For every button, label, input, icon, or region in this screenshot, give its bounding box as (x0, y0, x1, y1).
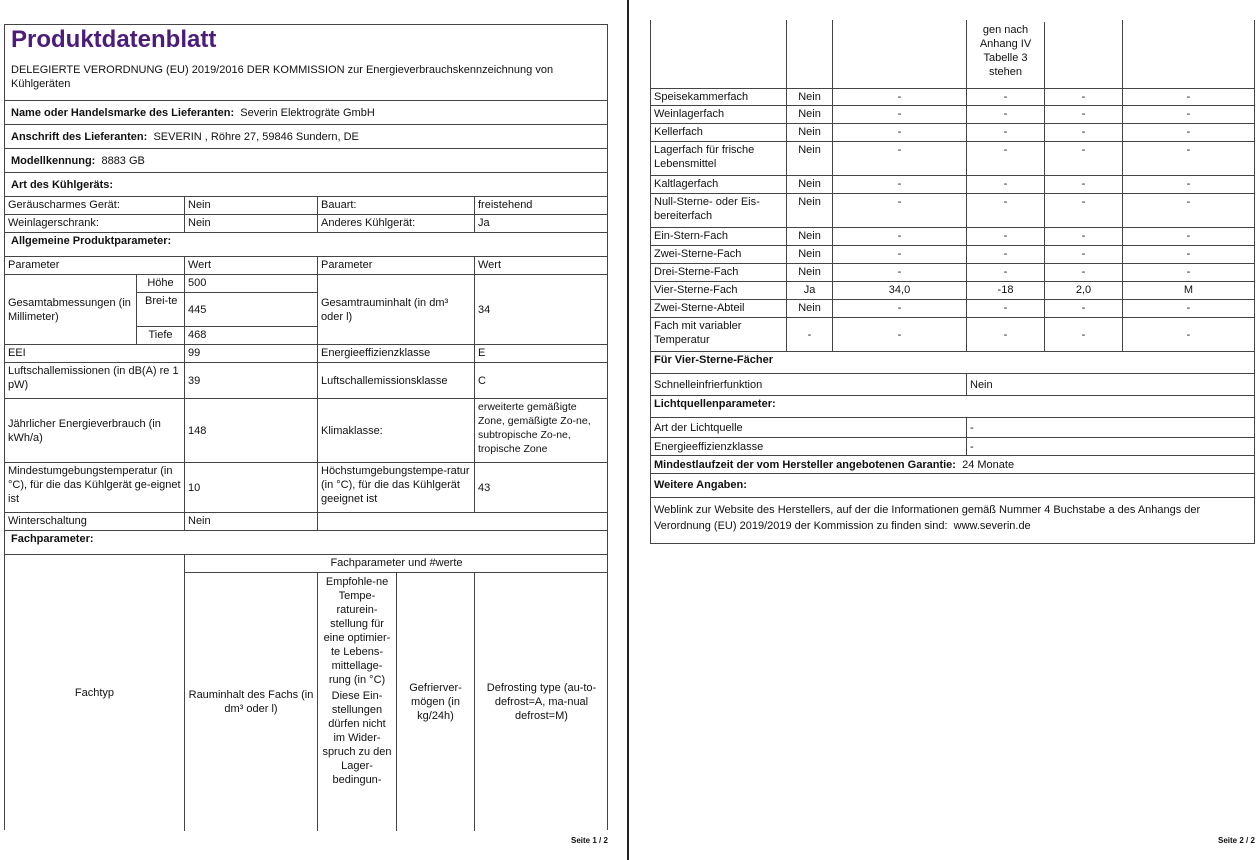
compartment-temp-cell: - (967, 88, 1045, 106)
design-label: Bauart: (318, 197, 475, 215)
continued-type-cell (651, 20, 787, 88)
compartment-freeze-cell: - (1045, 246, 1123, 264)
max-temp-label: Höchstumgebungstempe-ratur (in °C), für die das Kühlgerät geeignet ist (318, 463, 475, 513)
model-row (5, 149, 608, 173)
supplier-value: Severin Elektrogräte GmbH (240, 106, 375, 119)
weblink-text: Weblink zur Website des Herstellers, auf der die Informationen gemäß Nummer 4 Buchstabe a des Anhangs der Verordnung (EU) 2019/2019 der Kommission zu finden sind: (654, 504, 1201, 532)
noise-value: 39 (185, 363, 318, 399)
compartment-defrost-cell: - (1123, 318, 1254, 352)
compartment-volume-cell: - (833, 142, 967, 176)
further-heading: Weitere Angaben: (651, 474, 1254, 498)
noise-label: Luftschallemissionen (in dB(A) re 1 pW) (5, 363, 185, 399)
compartment-type-cell: Null-Sterne- oder Eis-bereiterfach (651, 194, 787, 228)
dimensions-label: Gesamtabmessungen (in Millimeter) (5, 275, 137, 345)
min-temp-label: Mindestumgebungstemperatur (in °C), für die das Kühlgerät ge-eignet ist (5, 463, 185, 513)
address-row (5, 125, 608, 149)
compartment-volume-cell: - (833, 264, 967, 282)
four-star-heading: Für Vier-Sterne-Fächer (651, 352, 1254, 374)
compartment-volume-cell: - (833, 106, 967, 124)
compartment-volume-cell: - (833, 318, 967, 352)
continued-freeze-cell (1045, 20, 1123, 88)
climate-value: erweiterte gemäßigte Zone, gemäßigte Zo-ne, subtropische Zo-ne, tropische Zone (475, 399, 608, 463)
address-label: Anschrift des Lieferanten: (11, 130, 148, 143)
value-header-2: Wert (475, 257, 608, 275)
compartment-type-cell: Kellerfach (651, 124, 787, 142)
compartment-temp-cell: - (967, 176, 1045, 194)
warranty-value: 24 Monate (962, 458, 1015, 471)
weblink-row (651, 498, 1254, 543)
compartment-defrost-cell: - (1123, 142, 1254, 176)
light-class-label: Energieeffizienzklasse (651, 438, 967, 456)
compartment-defrost-cell: - (1123, 176, 1254, 194)
volume-label: Gesamtrauminhalt (in dm³ oder l) (318, 275, 475, 345)
compartment-present-cell: Nein (787, 124, 833, 142)
compartment-type-cell: Vier-Sterne-Fach (651, 282, 787, 300)
compartment-defrost-cell: - (1123, 88, 1254, 106)
other-label: Anderes Kühlgerät: (318, 215, 475, 233)
compartment-present-cell: Ja (787, 282, 833, 300)
winter-empty-cell (318, 513, 608, 531)
compartment-type-cell: Fach mit variabler Temperatur (651, 318, 787, 352)
weblink-url[interactable]: www.severin.de (953, 520, 1031, 532)
compartment-defrost-cell: - (1123, 228, 1254, 246)
regulation-text: DELEGIERTE VERORDNUNG (EU) 2019/2016 DER KOMMISSION zur Energieverbrauchskennzeichnung von Kühlgeräten (5, 57, 608, 101)
compartment-temp-header-part2: Diese Ein-stellungen dürfen nicht im Wider-spruch zu den Lager-bedingun- (322, 690, 392, 786)
compartment-heading: Fachparameter: (5, 531, 608, 555)
light-class-value: - (967, 438, 1254, 456)
compartment-temp-cell: - (967, 228, 1045, 246)
compartment-freeze-cell: - (1045, 300, 1123, 318)
compartment-freeze-cell: - (1045, 124, 1123, 142)
compartment-temp-cell: - (967, 106, 1045, 124)
compartment-freeze-cell: - (1045, 88, 1123, 106)
model-label: Modellkennung: (11, 154, 96, 167)
eei-label: EEI (5, 345, 185, 363)
light-type-label: Art der Lichtquelle (651, 418, 967, 438)
compartment-type-header: Fachtyp (5, 555, 185, 831)
compartment-temp-header (318, 573, 397, 831)
supplier-row (5, 101, 608, 125)
address-value: SEVERIN , Röhre 27, 59846 Sundern, DE (153, 130, 359, 143)
compartment-freeze-cell: - (1045, 264, 1123, 282)
compartment-present-cell: Nein (787, 106, 833, 124)
compartment-volume-header: Rauminhalt des Fachs (in dm³ oder l) (185, 573, 318, 831)
compartment-type-cell: Weinlagerfach (651, 106, 787, 124)
compartment-present-cell: Nein (787, 176, 833, 194)
compartment-present-cell: Nein (787, 300, 833, 318)
compartment-type-cell: Drei-Sterne-Fach (651, 264, 787, 282)
general-heading: Allgemeine Produktparameter: (5, 233, 608, 257)
compartment-defrost-cell: - (1123, 300, 1254, 318)
noise-class-value: C (475, 363, 608, 399)
supplier-label: Name oder Handelsmarke des Lieferanten: (11, 106, 235, 119)
compartment-type-cell: Speisekammerfach (651, 88, 787, 106)
compartment-freeze-cell: - (1045, 318, 1123, 352)
param-header-2: Parameter (318, 257, 475, 275)
width-value: 445 (185, 293, 318, 327)
continued-defrost-cell (1123, 20, 1254, 88)
climate-label: Klimaklasse: (318, 399, 475, 463)
compartment-freeze-cell: - (1045, 176, 1123, 194)
compartment-present-cell: Nein (787, 194, 833, 228)
compartment-volume-cell: - (833, 176, 967, 194)
compartment-temp-cell: - (967, 246, 1045, 264)
compartment-freeze-cell: - (1045, 106, 1123, 124)
datasheet-table-continued (650, 20, 1255, 544)
compartment-present-cell: Nein (787, 142, 833, 176)
depth-label: Tiefe (137, 327, 185, 345)
value-header: Wert (185, 257, 318, 275)
eei-value: 99 (185, 345, 318, 363)
max-temp-value: 43 (475, 463, 608, 513)
compartment-temp-cell: - (967, 264, 1045, 282)
param-header: Parameter (5, 257, 185, 275)
continued-volume-cell (833, 20, 967, 88)
width-label: Brei-te (137, 293, 185, 327)
low-noise-label: Geräuscharmes Gerät: (5, 197, 185, 215)
compartment-present-cell: Nein (787, 88, 833, 106)
compartment-present-cell: - (787, 318, 833, 352)
energy-class-label: Energieeffizienzklasse (318, 345, 475, 363)
compartment-present-cell: Nein (787, 246, 833, 264)
compartment-temp-cell: - (967, 124, 1045, 142)
compartment-type-cell: Ein-Stern-Fach (651, 228, 787, 246)
compartment-temp-cell: - (967, 142, 1045, 176)
continued-temp-header: gen nach Anhang IV Tabelle 3 stehen (967, 22, 1045, 88)
datasheet-table (4, 24, 608, 830)
continued-present-cell (787, 20, 833, 88)
compartment-temp-cell: - (967, 300, 1045, 318)
wine-value: Nein (185, 215, 318, 233)
compartment-type-cell: Kaltlagerfach (651, 176, 787, 194)
page-footer: Seite 2 / 2 (1218, 836, 1255, 845)
compartment-defrost-header: Defrosting type (au-to-defrost=A, ma-nual defrost=M) (486, 682, 597, 722)
compartment-volume-cell: - (833, 124, 967, 142)
compartment-present-cell: Nein (787, 264, 833, 282)
page-1 (0, 0, 628, 860)
compartment-temp-header-part1: Empfohle-ne Tempe-raturein-stellung für eine optimier-te Lebens-mittellage-rung (in °C) (323, 576, 391, 686)
design-value: freistehend (475, 197, 608, 215)
compartment-volume-cell: 34,0 (833, 282, 967, 300)
compartment-temp-cell: - (967, 318, 1045, 352)
quick-freeze-label: Schnelleinfrierfunktion (651, 374, 967, 396)
compartment-freeze-header: Gefrierver-mögen (in kg/24h) (397, 573, 475, 831)
compartment-volume-cell: - (833, 228, 967, 246)
compartment-defrost-cell: - (1123, 106, 1254, 124)
noise-class-label: Luftschallemissionsklasse (318, 363, 475, 399)
energy-consumption-value: 148 (185, 399, 318, 463)
type-heading: Art des Kühlgeräts: (5, 173, 608, 197)
compartment-present-cell: Nein (787, 228, 833, 246)
compartment-type-cell: Zwei-Sterne-Abteil (651, 300, 787, 318)
compartment-volume-cell: - (833, 88, 967, 106)
quick-freeze-value: Nein (967, 374, 1254, 396)
page-title: Produktdatenblatt (11, 26, 217, 53)
min-temp-value: 10 (185, 463, 318, 513)
compartment-volume-cell: - (833, 300, 967, 318)
compartment-freeze-cell: 2,0 (1045, 282, 1123, 300)
winter-value: Nein (185, 513, 318, 531)
compartment-defrost-cell: - (1123, 246, 1254, 264)
height-value: 500 (185, 275, 318, 293)
model-value: 8883 GB (101, 154, 145, 167)
height-label: Höhe (137, 275, 185, 293)
compartment-volume-cell: - (833, 246, 967, 264)
page-footer: Seite 1 / 2 (571, 836, 608, 845)
volume-value: 34 (475, 275, 608, 345)
compartment-temp-cell: -18 (967, 282, 1045, 300)
warranty-label: Mindestlaufzeit der vom Hersteller angebotenen Garantie: (654, 458, 956, 471)
light-heading: Lichtquellenparameter: (651, 396, 1254, 418)
energy-class-value: E (475, 345, 608, 363)
winter-label: Winterschaltung (5, 513, 185, 531)
light-type-value: - (967, 418, 1254, 438)
compartment-group-header: Fachparameter und #werte (185, 555, 608, 573)
compartment-freeze-cell: - (1045, 228, 1123, 246)
compartment-defrost-cell: - (1123, 264, 1254, 282)
compartment-defrost-cell: M (1123, 282, 1254, 300)
energy-consumption-label: Jährlicher Energieverbrauch (in kWh/a) (5, 399, 185, 463)
low-noise-value: Nein (185, 197, 318, 215)
compartment-volume-cell: - (833, 194, 967, 228)
wine-label: Weinlagerschrank: (5, 215, 185, 233)
page-2 (630, 0, 1258, 860)
compartment-freeze-cell: - (1045, 142, 1123, 176)
compartment-type-cell: Lagerfach für frische Lebensmittel (651, 142, 787, 176)
other-value: Ja (475, 215, 608, 233)
compartment-type-cell: Zwei-Sterne-Fach (651, 246, 787, 264)
compartment-defrost-cell: - (1123, 124, 1254, 142)
warranty-row (651, 456, 1254, 474)
compartment-defrost-cell: - (1123, 194, 1254, 228)
compartment-temp-cell: - (967, 194, 1045, 228)
depth-value: 468 (185, 327, 318, 345)
compartment-freeze-cell: - (1045, 194, 1123, 228)
